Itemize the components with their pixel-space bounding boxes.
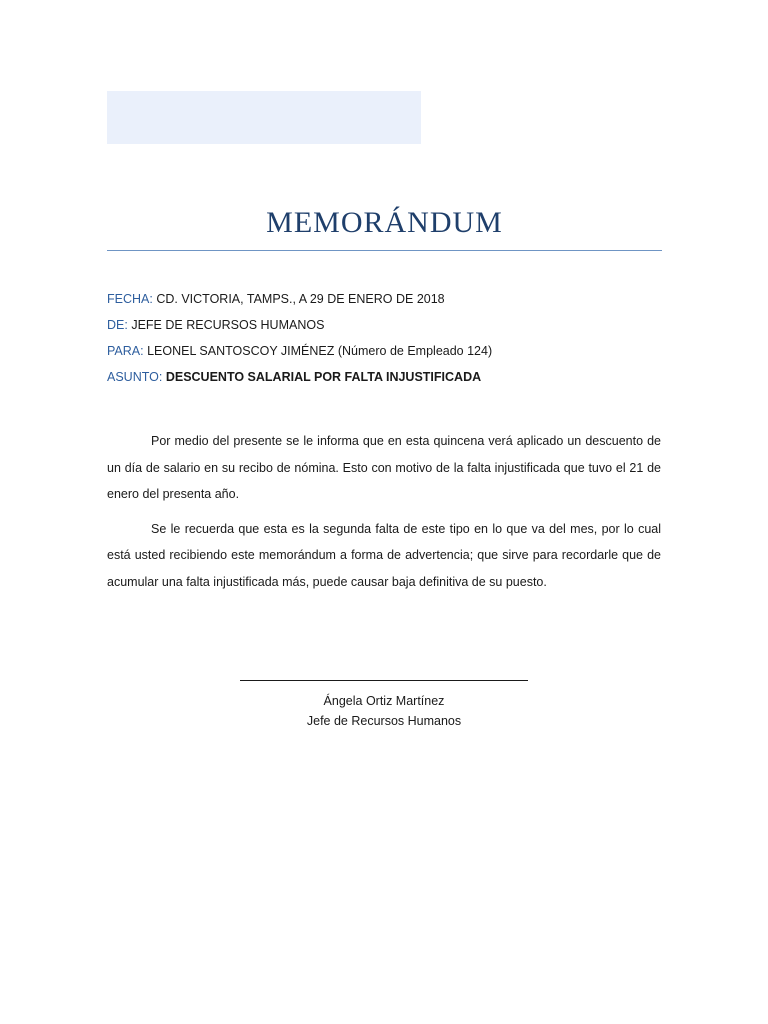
field-label: DE: <box>107 318 128 332</box>
field-value: JEFE DE RECURSOS HUMANOS <box>131 318 325 332</box>
field-label: PARA: <box>107 344 144 358</box>
memo-header <box>107 289 667 393</box>
body-paragraph: Se le recuerda que esta es la segunda falta de este tipo en lo que va del mes, por lo cual está usted recibiendo este memorándum a forma de advertencia; que sirve para recordarle que de acumular una falta injustificada más, puede causar baja definitiva de su puesto. <box>107 521 661 589</box>
logo-placeholder <box>107 91 421 144</box>
field-fecha <box>107 289 667 315</box>
signature-line <box>240 680 528 681</box>
field-value: CD. VICTORIA, TAMPS., A 29 DE ENERO DE 2018 <box>156 292 445 306</box>
title-divider <box>107 250 662 251</box>
field-value: DESCUENTO SALARIAL POR FALTA INJUSTIFICADA <box>165 370 482 384</box>
field-de <box>107 315 667 341</box>
field-label: ASUNTO: <box>107 370 163 384</box>
field-label: FECHA: <box>107 292 153 306</box>
field-para <box>107 341 667 367</box>
body-paragraph: Por medio del presente se le informa que en esta quincena verá aplicado un descuento de un día de salario en su recibo de nómina. Esto con motivo de la falta injustificada que tuvo el 21 de enero del presenta año. <box>107 434 661 501</box>
field-asunto <box>107 367 667 393</box>
signature-name: Ángela Ortiz Martínez <box>323 694 445 708</box>
field-value: LEONEL SANTOSCOY JIMÉNEZ (Número de Empleado 124) <box>147 344 493 358</box>
page-title: MEMORÁNDUM <box>266 206 503 239</box>
signature-role: Jefe de Recursos Humanos <box>306 714 462 728</box>
memo-body <box>107 428 661 603</box>
